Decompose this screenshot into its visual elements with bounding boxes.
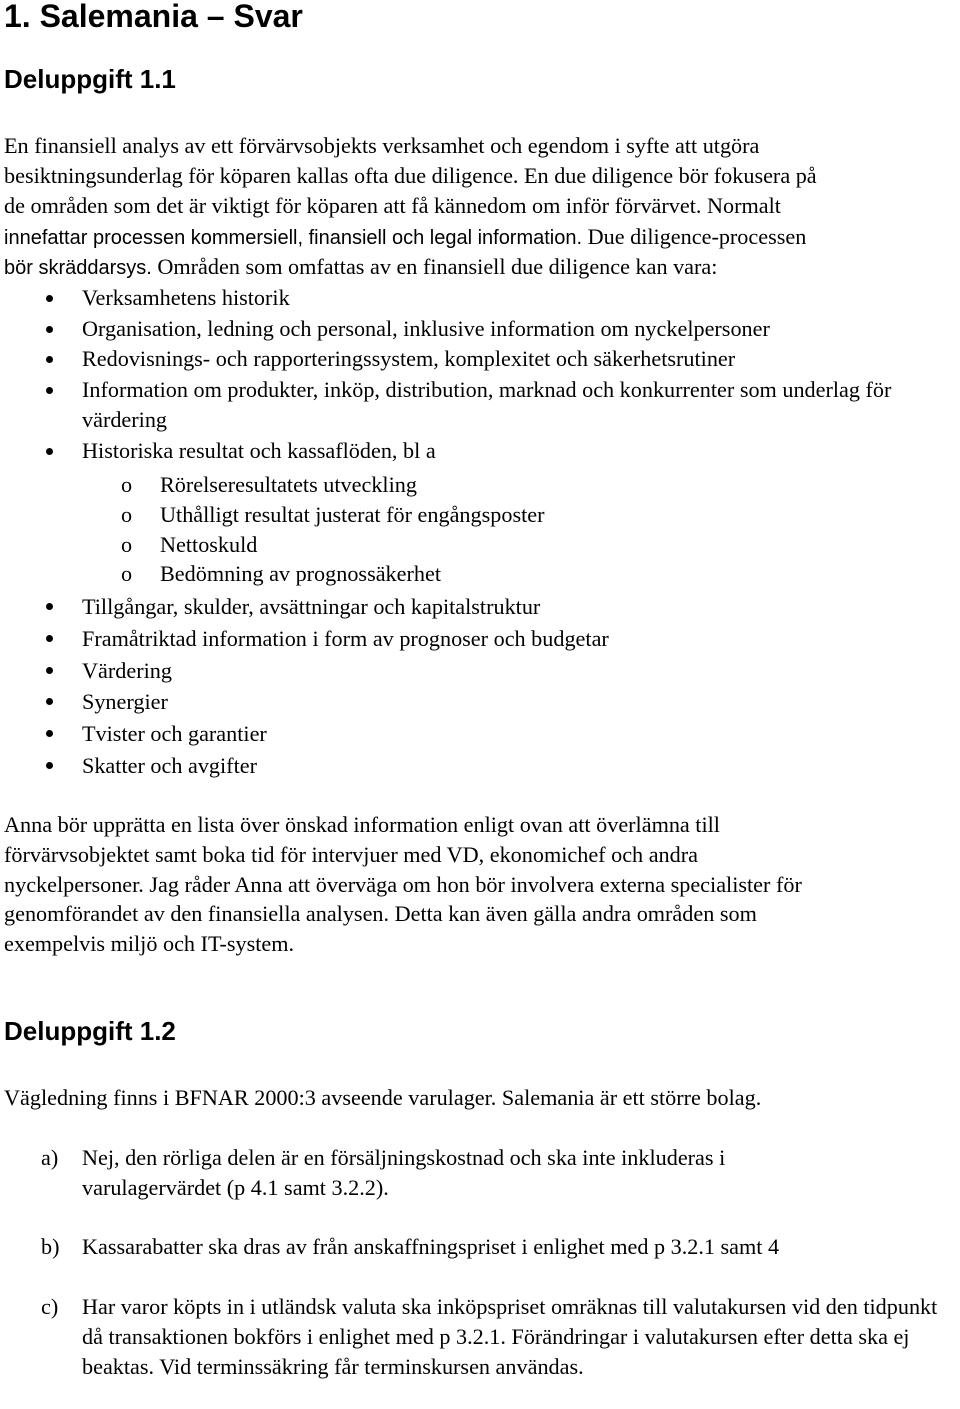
list-item: Skatter och avgifter	[82, 752, 257, 778]
paragraph-serif-segment: Områden som omfattas av en finansiell due diligence kan vara:	[151, 253, 718, 279]
list-item: Tvister och garantier	[82, 721, 267, 747]
list-item: Framåtriktad information i form av prognoser och budgetar	[82, 625, 609, 651]
list-item: Synergier	[82, 689, 168, 715]
paragraph-line: förvärvsobjektet samt boka tid för intervjuer med VD, ekonomichef och andra	[4, 841, 698, 867]
answer-item-b	[0, 1232, 960, 1262]
answer-text: Kassarabatter ska dras av från anskaffningspriset i enlighet med p 3.2.1 samt 4	[82, 1234, 780, 1259]
paragraph-line	[4, 222, 960, 252]
paragraph-line: Anna bör upprätta en lista över önskad information enligt ovan att överlämna till	[4, 812, 720, 837]
paragraph-line: genomförandet av den finansiella analysen. Detta kan även gälla andra områden som	[4, 901, 757, 927]
sub-list-item: o Nettoskuld	[0, 530, 960, 560]
list-item: Värdering	[82, 657, 172, 683]
answer-item-a	[0, 1143, 960, 1203]
answer-marker: c)	[41, 1294, 59, 1319]
paragraph-line: besiktningsunderlag för köparen kallas ofta due diligence. En due diligence bör fokusera på	[4, 163, 817, 189]
paragraph-line: En finansiell analys av ett förvärvsobjekts verksamhet och egendom i syfte att utgöra	[4, 133, 760, 158]
sub-marker: o	[121, 561, 133, 587]
answer-text: Har varor köpts in i utländsk valuta ska inköpspriset omräknas till valutakursen vid den tidpunkt då transaktionen bokförs i enlighet med p 3.2.1. Förändringar i valutakursen efter detta ska ej beaktas. Vid terminssäkring får terminskursen användas.	[82, 1294, 938, 1380]
bullet-list	[0, 591, 960, 782]
page-title: 1. Salemania – Svar	[4, 0, 303, 34]
part2-intro	[4, 1083, 960, 1113]
heading-deluppgift-1-2: Deluppgift 1.2	[4, 1016, 176, 1046]
bullet-list	[0, 283, 960, 467]
intro-paragraph	[4, 131, 960, 282]
sub-marker: o	[121, 501, 133, 527]
paragraph-line: nyckelpersoner. Jag råder Anna att överväga om hon bör involvera externa specialister för	[4, 871, 802, 897]
list-item: Information om produkter, inköp, distribution, marknad och konkurrenter som underlag för värdering	[82, 376, 892, 433]
heading-deluppgift-1-1: Deluppgift 1.1	[4, 64, 176, 94]
list-item: Organisation, ledning och personal, inklusive information om nyckelpersoner	[82, 315, 770, 341]
paragraph-serif-segment: Due diligence-processen	[582, 223, 807, 249]
sub-marker: o	[121, 472, 133, 497]
answer-text: Nej, den rörliga delen är en försäljningskostnad och ska inte inkluderas i varulagervärdet (p 4.1 samt 3.2.2).	[82, 1145, 726, 1201]
sub-list	[0, 470, 960, 589]
list-item: Redovisnings- och rapporteringssystem, komplexitet och säkerhetsrutiner	[82, 346, 736, 372]
paragraph-line: Vägledning finns i BFNAR 2000:3 avseende varulager. Salemania är ett större bolag.	[4, 1085, 762, 1110]
answer-item-c	[0, 1292, 960, 1383]
answer-marker: b)	[41, 1234, 60, 1259]
sub-list-item: o Rörelseresultatets utveckling	[0, 470, 960, 500]
sub-list-item: o Bedömning av prognossäkerhet	[0, 559, 960, 589]
paragraph-line: exempelvis miljö och IT-system.	[4, 931, 295, 957]
paragraph-sans-segment: bör skräddarsys.	[4, 256, 152, 279]
closing-paragraph	[4, 810, 960, 959]
list-item: Tillgångar, skulder, avsättningar och kapitalstruktur	[82, 594, 541, 619]
list-item: Historiska resultat och kassaflöden, bl a	[82, 437, 436, 463]
paragraph-line	[4, 252, 960, 282]
list-item: Verksamhetens historik	[82, 285, 290, 310]
answer-marker: a)	[41, 1145, 59, 1170]
sub-list-item: o Uthålligt resultat justerat för engångsposter	[0, 500, 960, 530]
paragraph-sans-segment: innefattar processen kommersiell, finansiell och legal information.	[4, 226, 583, 249]
paragraph-line: de områden som det är viktigt för köparen att få kännedom om inför förvärvet. Normalt	[4, 193, 781, 219]
sub-marker: o	[121, 531, 133, 557]
